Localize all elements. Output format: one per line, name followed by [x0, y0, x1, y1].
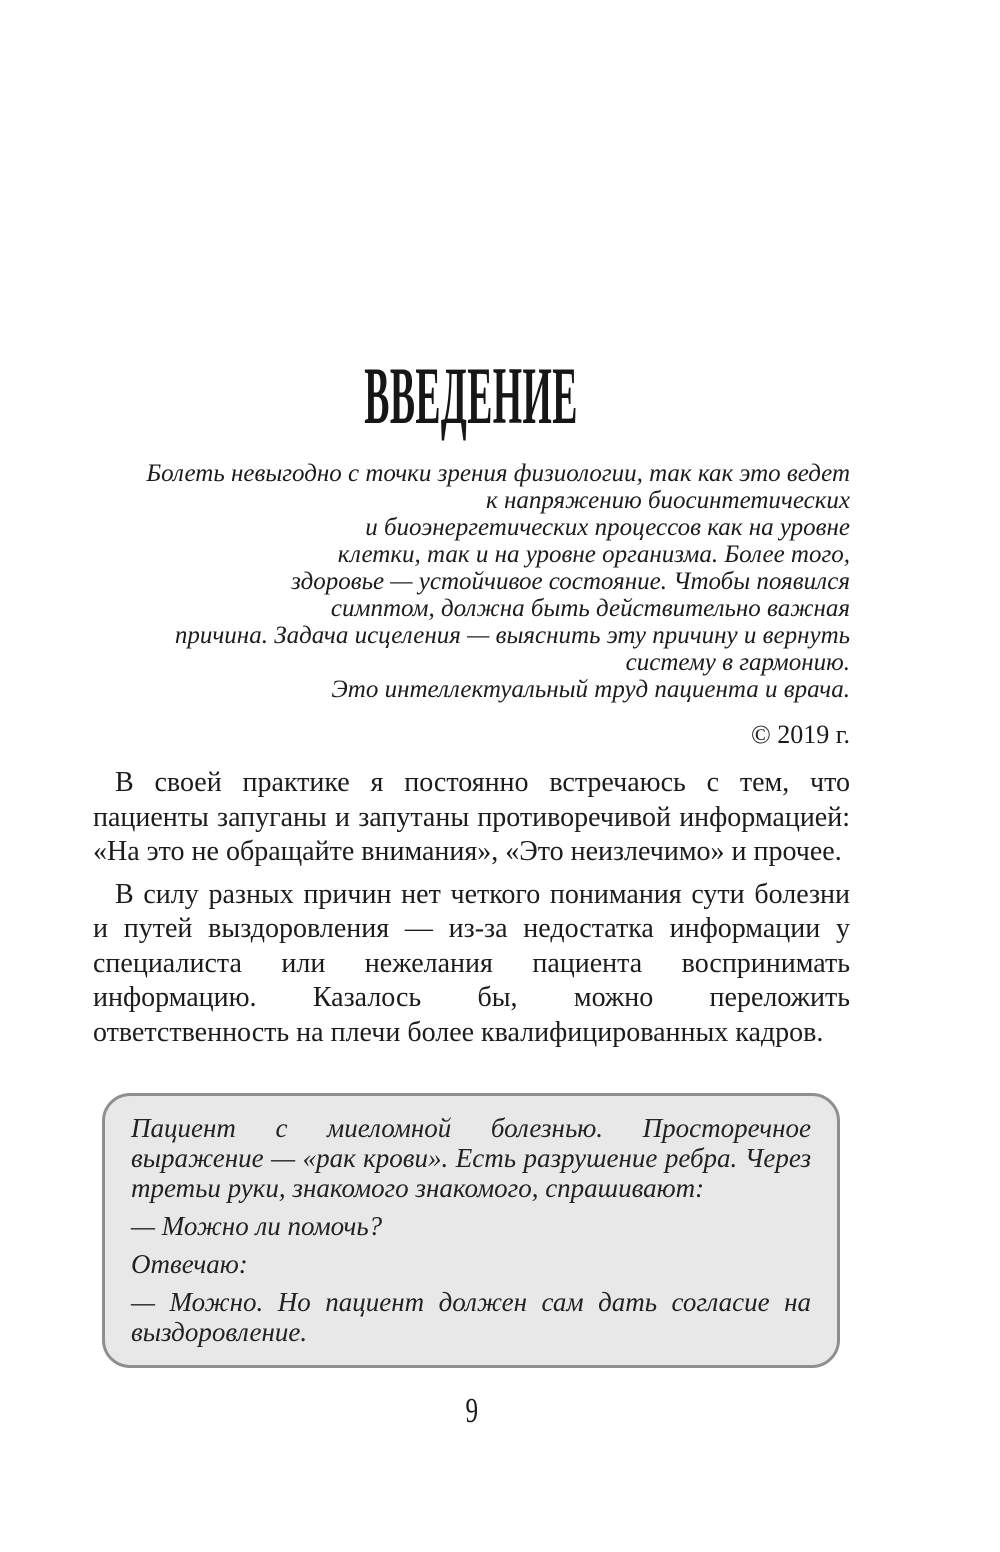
page-title: ВВЕДЕНИЕ — [364, 350, 579, 441]
epigraph-line: Болеть невыгодно с точки зрения физиологии, так как это ведет — [146, 460, 850, 487]
page-number — [93, 1393, 850, 1428]
epigraph-line: и биоэнергетических процессов как на уровне — [365, 514, 850, 541]
epigraph-line: здоровье — устойчивое состояние. Чтобы появился — [291, 568, 850, 595]
epigraph-line: к напряжению биосинтетических — [486, 487, 850, 514]
case-paragraph: Пациент с миеломной болезнью. Просторечное выражение — «рак крови». Есть разрушение ребра. Через третьи руки, знакомого знакомого, спрашивают: — [131, 1113, 811, 1203]
epigraph-line: симптом, должна быть действительно важная — [330, 595, 850, 622]
epigraph — [93, 460, 850, 703]
epigraph-line: клетки, так и на уровне организма. Более того, — [337, 541, 850, 568]
case-dialogue-question: — Можно ли помочь? — [131, 1211, 383, 1241]
body-paragraph: В своей практике я постоянно встречаюсь с тем, что пациенты запуганы и запутаны противоречивой информацией: «На это не обращайте внимания», «Это неизлечимо» и прочее. — [93, 767, 850, 867]
page-content-column — [93, 0, 850, 1552]
page-number-digit: 9 — [465, 1391, 478, 1430]
epigraph-line: причина. Задача исцеления — выяснить эту причину и вернуть — [174, 622, 850, 649]
case-dialogue-answer: — Можно. Но пациент должен сам дать согласие на выздоровление. — [131, 1287, 811, 1347]
body-paragraph: В силу разных причин нет четкого понимания сути болезни и путей выздоровления — из-за недостатка информации у специалиста или нежелания пациента воспринимать информацию. Казалось бы, можно переложить ответственность на плечи более квалифицированных кадров. — [93, 878, 850, 1048]
case-example-box — [102, 1093, 840, 1368]
case-dialogue-lead-in: Отвечаю: — [131, 1249, 248, 1279]
chapter-title-wrap — [93, 350, 850, 441]
epigraph-copyright-note: © 2019 г. — [751, 720, 850, 749]
epigraph-line: систему в гармонию. — [625, 649, 850, 676]
epigraph-line: Это интеллектуальный труд пациента и врача. — [331, 676, 850, 703]
